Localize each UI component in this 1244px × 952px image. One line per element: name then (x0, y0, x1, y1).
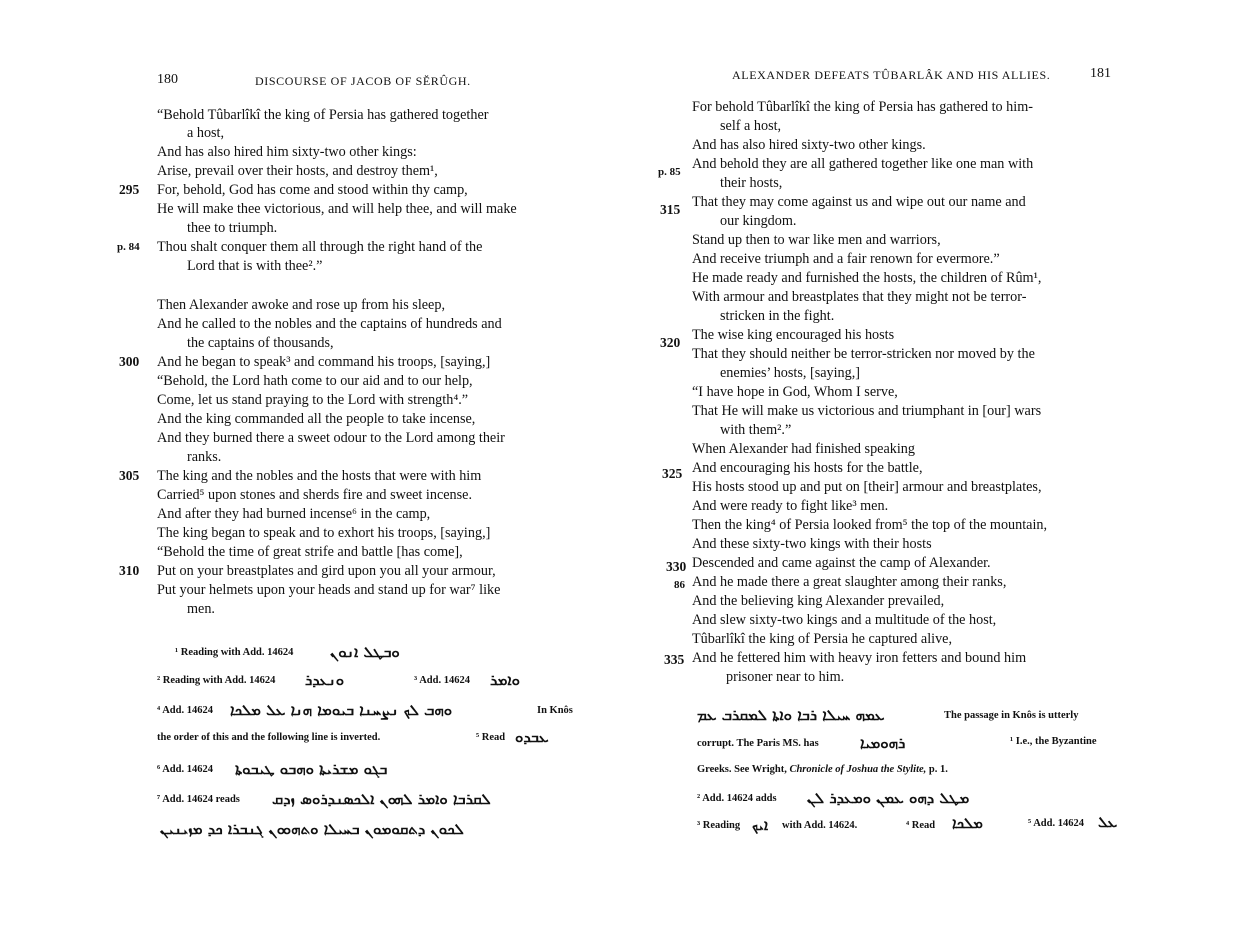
verse-line: men. (187, 601, 215, 617)
line-number: 335 (664, 652, 685, 667)
verse-line: And he began to speak³ and command his troops, [saying,] (157, 354, 491, 370)
verse-line: thee to triumph. (187, 220, 278, 236)
verse-line: “I have hope in God, Whom I serve, (692, 384, 898, 400)
footnote: ³ Add. 14624 (414, 675, 470, 686)
verse-line: The wise king encouraged his hosts (692, 327, 895, 343)
verse-line: “Behold, the Lord hath come to our aid and to our help, (157, 373, 473, 389)
footnote: ⁵ Add. 14624 (1028, 818, 1084, 829)
page-number: 180 (157, 72, 178, 87)
footnote: ⁴ Read (906, 820, 936, 831)
verse-line: The king began to speak and to exhort his troops, [saying,] (157, 525, 491, 541)
verse-line: That they may come against us and wipe out our name and (692, 194, 1026, 210)
verse-line: And the king commanded all the people to take incense, (157, 411, 476, 427)
verse-line: Thou shalt conquer them all through the right hand of the (157, 239, 483, 255)
line-number: 325 (662, 466, 683, 481)
verse-line: with them².” (720, 422, 792, 438)
footnote: ⁷ Add. 14624 reads (157, 794, 240, 805)
verse-line: ranks. (187, 449, 222, 465)
verse-line: Then the king⁴ of Persia looked from⁵ the top of the mountain, (692, 517, 1048, 533)
footnote: The passage in Knôs is utterly (944, 710, 1079, 721)
line-number: 310 (119, 563, 140, 578)
syriac-text: ܠܟܘܢ ܕܬܩܘܡܘܢ ܒܚܝܠܐ ܘܬܗܘܘܢ ܓܢܒܪܐ ܟܕ ܡܙܝܢܝܢ (160, 820, 464, 838)
verse-line: He made ready and furnished the hosts, the children of Rûm¹, (692, 270, 1042, 286)
footnote: In Knôs (537, 705, 573, 716)
syriac-text: ܘܗܒ ܠܟ ܢܨܚܢܐ ܒܝܘܡܐ ܗܢܐ ܥܠ ܡܠܟܐ (230, 701, 453, 719)
verse-line: For behold Tûbarlîkî the king of Persia has gathered to him- (692, 99, 1033, 115)
verse-line: And encouraging his hosts for the battle, (692, 460, 923, 476)
verse-line: And he fettered him with heavy iron fetters and bound him (692, 650, 1027, 666)
footnote: ⁶ Add. 14624 (157, 764, 213, 775)
folio-marker: p. 84 (117, 241, 140, 253)
footnote: ⁵ Read (476, 732, 506, 743)
verse-line: And the believing king Alexander prevailed, (692, 593, 945, 609)
footnote: ¹ Reading with Add. 14624 (175, 647, 294, 658)
verse-line: “Behold the time of great strife and battle [has come], (157, 544, 463, 560)
verse-line: And receive triumph and a fair renown for evermore.” (692, 251, 1000, 267)
syriac-text: ܪܗܘܡܝܐ (860, 734, 906, 752)
footnote: ² Reading with Add. 14624 (157, 675, 276, 686)
page-number: 181 (1090, 66, 1111, 81)
syriac-text: ܠܩܪܒܐ ܘܐܡܪ ܠܗܘܢ ܐܠܟܣܢܕܪܘܣ ܙܕܩ (272, 790, 491, 808)
syriac-text: ܥܡܗ ܚܝܠܐ ܪܒܐ ܘܐܬܐ ܠܡܩܪܒ ܥܡ (697, 706, 885, 724)
line-number: 330 (666, 559, 687, 574)
verse-line: And slew sixty-two kings and a multitude of the host, (692, 612, 997, 628)
verse-line: And were ready to fight like³ men. (692, 498, 889, 514)
line-number: 305 (119, 468, 140, 483)
verse-line: Put on your breastplates and gird upon you all your armour, (157, 563, 496, 579)
verse-line: And these sixty-two kings with their hosts (692, 536, 932, 552)
verse-line: And they burned there a sweet odour to the Lord among their (157, 430, 505, 446)
verse-line: He will make thee victorious, and will help thee, and will make (157, 201, 517, 217)
verse-line: Then Alexander awoke and rose up from his sleep, (157, 297, 445, 313)
verse-line: “Behold Tûbarlîkî the king of Persia has gathered together (157, 107, 489, 123)
verse-line: prisoner near to him. (726, 669, 845, 685)
verse-line: That they should neither be terror-stricken nor moved by the (692, 346, 1035, 362)
footnote: with Add. 14624. (782, 820, 858, 831)
syriac-text: ܐܝܟ (752, 816, 769, 834)
verse-line: When Alexander had finished speaking (692, 441, 915, 457)
verse-line: the captains of thousands, (187, 335, 334, 351)
verse-line: stricken in the fight. (720, 308, 835, 324)
verse-line: Come, let us stand praying to the Lord with strength⁴.” (157, 392, 469, 408)
verse-line: That He will make us victorious and triumphant in [our] wars (692, 403, 1042, 419)
line-number: 300 (119, 354, 140, 369)
verse-line: Descended and came against the camp of Alexander. (692, 555, 991, 571)
syriac-text: ܥܒܕܘ (515, 728, 549, 746)
syriac-text: ܘܢܥܕܪ (305, 671, 345, 689)
running-title: ALEXANDER DEFEATS TÛBARLÂK AND HIS ALLIES. (732, 68, 1051, 82)
footnote: ⁴ Add. 14624 (157, 705, 213, 716)
right-page (622, 0, 1244, 952)
syriac-text: ܡܠܟܐ (952, 814, 983, 832)
folio-marker: p. 85 (658, 166, 681, 178)
verse-line: Stand up then to war like men and warriors, (692, 232, 941, 248)
running-title: DISCOURSE OF JACOB OF SĔRÛGH. (255, 74, 471, 88)
verse-line: And he made there a great slaughter among their ranks, (692, 574, 1007, 590)
footnote: ³ Reading (697, 820, 741, 831)
verse-line: And has also hired sixty-two other kings. (692, 137, 926, 153)
syriac-text: ܘܐܡܪ (490, 671, 521, 689)
verse-line: Tûbarlîkî the king of Persia he captured alive, (692, 631, 953, 647)
syriac-text: ܒܓܘ ܡܫܪܝܬܐ ܘܗܒܘ ܛܝܒܘܬܐ (235, 760, 388, 778)
verse-line: His hosts stood up and put on [their] armour and breastplates, (692, 479, 1042, 495)
verse-line: Arise, prevail over their hosts, and destroy them¹, (157, 163, 438, 179)
verse-line: And he called to the nobles and the captains of hundreds and (157, 316, 502, 332)
line-number: 320 (660, 335, 681, 350)
verse-line: Carried⁵ upon stones and sherds fire and sweet incense. (157, 487, 473, 503)
verse-line: And has also hired him sixty-two other kings: (157, 144, 417, 160)
verse-line: Put your helmets upon your heads and stand up for war⁷ like (157, 582, 501, 598)
verse-line: their hosts, (720, 175, 783, 191)
verse-line: enemies’ hosts, [saying,] (720, 365, 861, 381)
verse-line: The king and the nobles and the hosts that were with him (157, 468, 482, 484)
line-number: 295 (119, 182, 140, 197)
syriac-text: ܘܒܛܠ ܐܢܘܢ (330, 643, 400, 661)
verse-line: With armour and breastplates that they might not be terror- (692, 289, 1027, 305)
footnote: the order of this and the following line is inverted. (157, 732, 381, 743)
verse-line: And behold they are all gathered together like one man with (692, 156, 1034, 172)
folio-marker: 86 (674, 579, 685, 591)
verse-line: a host, (187, 125, 225, 141)
footnote: ¹ I.e., the Byzantine (1010, 736, 1097, 747)
footnote: corrupt. The Paris MS. has (697, 738, 819, 749)
verse-line: And after they had burned incense⁶ in the camp, (157, 506, 431, 522)
verse-line: Lord that is with thee².” (187, 258, 323, 274)
footnote: ² Add. 14624 adds (697, 793, 777, 804)
footnote: Greeks. See Wright, Chronicle of Joshua the Stylite, p. 1. (697, 764, 948, 775)
line-number: 315 (660, 202, 681, 217)
verse-line: our kingdom. (720, 213, 797, 229)
verse-line: self a host, (720, 118, 782, 134)
verse-line: For, behold, God has come and stood within thy camp, (157, 182, 468, 198)
syriac-text: ܥܠ (1098, 813, 1118, 831)
syriac-text: ܡܛܠ ܕܗܘ ܥܡܢ ܘܡܥܕܪ ܠܢ (807, 789, 970, 807)
